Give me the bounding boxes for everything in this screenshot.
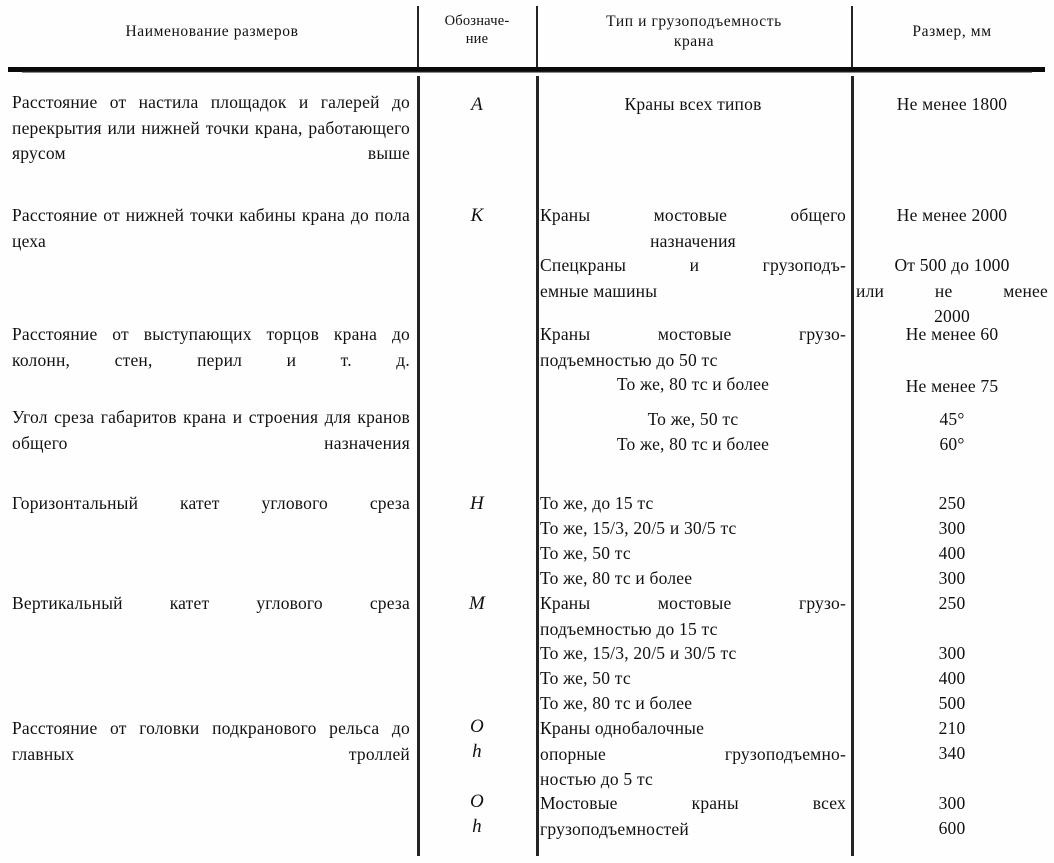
column-header-type bbox=[540, 12, 848, 51]
row-6-size-4: 500 bbox=[938, 693, 966, 713]
column-header-designation bbox=[420, 12, 534, 49]
row-6-type-3: То же, 50 тс bbox=[540, 668, 631, 688]
row-3-type-a-line1: Краны мостовые грузо- bbox=[540, 324, 846, 344]
column-divider-1-header bbox=[417, 6, 419, 68]
row-6-size-3: 400 bbox=[938, 668, 966, 688]
row-2-size-b bbox=[856, 253, 1048, 330]
row-4-size-b: 60° bbox=[939, 434, 965, 454]
row-7-type-a-line3: ностью до 5 тс bbox=[540, 769, 653, 789]
column-header-size: Размер, мм bbox=[912, 23, 992, 40]
row-4-size-a: 45° bbox=[939, 409, 965, 429]
row-7-type-b-line1: Мостовые краны всех bbox=[540, 793, 846, 813]
row-5-size-4: 300 bbox=[938, 568, 966, 588]
row-5-size-1: 250 bbox=[938, 493, 966, 513]
row-7-designation-4: h bbox=[472, 816, 482, 837]
row-3-type-b: То же, 80 тс и более bbox=[616, 374, 770, 394]
row-2-type-b-line1: Спецкраны и грузоподъ- bbox=[540, 255, 846, 275]
row-7-name: Расстояние от головки подкранового рельса до главных троллей bbox=[12, 718, 410, 764]
row-2-size-b-line1: От 500 до 1000 bbox=[894, 255, 1010, 275]
row-1-name: Расстояние от настила площадок и галерей до перекрытия или нижней точки крана, работающего ярусом выше bbox=[12, 92, 410, 163]
row-6-type-2: То же, 15/3, 20/5 и 30/5 тс bbox=[540, 643, 737, 663]
column-divider-2-header bbox=[536, 6, 538, 68]
row-5-type-4: То же, 80 тс и более bbox=[540, 568, 693, 588]
row-5-name: Горизонтальный катет углового среза bbox=[12, 493, 410, 513]
column-divider-3 bbox=[851, 76, 854, 856]
header-separator-rule bbox=[8, 67, 1045, 72]
row-4-type-a: То же, 50 тс bbox=[647, 409, 739, 429]
row-2-type-a-line2: назначения bbox=[650, 230, 736, 251]
row-5-size-2: 300 bbox=[938, 518, 966, 538]
row-5-type-2: То же, 15/3, 20/5 и 30/5 тс bbox=[540, 518, 737, 538]
row-7-type-a bbox=[540, 716, 846, 793]
row-3-size-b: Не менее 75 bbox=[905, 376, 999, 396]
row-7-size-a-2: 340 bbox=[938, 743, 966, 763]
row-7-designation-2: h bbox=[472, 741, 482, 762]
row-7-type-b bbox=[540, 791, 846, 842]
row-2-size-b-line2: или не менее bbox=[856, 280, 1048, 301]
column-divider-3-header bbox=[851, 6, 853, 68]
row-2-designation: К bbox=[470, 205, 484, 226]
column-header-type-line1: Тип и грузоподъемность bbox=[606, 13, 782, 30]
row-7-designation-3: О bbox=[470, 791, 484, 812]
row-1-designation: А bbox=[471, 94, 483, 115]
row-6-type-1-line2: подъемностью до 15 тс bbox=[540, 618, 718, 639]
column-header-type-line2: крана bbox=[673, 32, 715, 50]
row-3-name: Расстояние от выступающих торцов крана до колонн, стен, перил и т. д. bbox=[12, 324, 410, 370]
row-3-type-a-line2: подъемностью до 50 тс bbox=[540, 349, 718, 370]
row-1-type: Краны всех типов bbox=[624, 94, 762, 114]
row-7-type-a-line1: Краны однобалочные bbox=[540, 718, 705, 738]
table-header bbox=[0, 0, 1054, 67]
row-4-name: Угол среза габаритов крана и строения для кранов общего назначения bbox=[12, 407, 410, 453]
row-2-name: Расстояние от нижней точки кабины крана до пола цеха bbox=[12, 205, 410, 251]
row-6-designation: М bbox=[468, 593, 486, 614]
row-2-size-a: Не менее 2000 bbox=[896, 205, 1008, 225]
column-header-designation-line2: ние bbox=[465, 31, 489, 48]
row-7-designation-1: О bbox=[470, 716, 484, 737]
row-6-name: Вертикальный катет углового среза bbox=[12, 593, 410, 613]
row-6-size-1: 250 bbox=[938, 593, 966, 613]
row-6-type-1 bbox=[540, 591, 846, 642]
column-divider-2 bbox=[536, 76, 539, 856]
row-7-size-a-1: 210 bbox=[938, 718, 966, 738]
row-7-type-a-line2: опорные грузоподъемно- bbox=[540, 743, 846, 764]
row-5-type-3: То же, 50 тс bbox=[540, 543, 631, 563]
row-3-type-a bbox=[540, 322, 846, 373]
row-4-type-b: То же, 80 тс и более bbox=[616, 434, 770, 454]
row-1-size: Не менее 1800 bbox=[896, 94, 1008, 114]
column-header-name: Наименование размеров bbox=[125, 23, 299, 40]
row-5-type-1: То же, до 15 тс bbox=[540, 493, 654, 513]
row-2-type-a bbox=[540, 203, 846, 254]
row-2-size-b-line3: 2000 bbox=[934, 306, 970, 326]
row-2-type-a-line1: Краны мостовые общего bbox=[540, 205, 846, 225]
column-header-designation-line1: Обозначе- bbox=[444, 13, 510, 29]
row-7-size-b-2: 600 bbox=[938, 818, 966, 838]
row-6-type-1-line1: Краны мостовые грузо- bbox=[540, 593, 846, 613]
row-7-size-b-1: 300 bbox=[938, 793, 966, 813]
row-2-type-b bbox=[540, 253, 846, 304]
row-5-size-3: 400 bbox=[938, 543, 966, 563]
row-5-designation: Н bbox=[470, 493, 484, 514]
row-7-type-b-line2: грузоподъемностей bbox=[540, 818, 689, 839]
row-6-type-4: То же, 80 тс и более bbox=[540, 693, 693, 713]
row-2-type-b-line2: емные машины bbox=[540, 280, 658, 301]
row-6-size-2: 300 bbox=[938, 643, 966, 663]
row-3-size-a: Не менее 60 bbox=[905, 324, 999, 344]
